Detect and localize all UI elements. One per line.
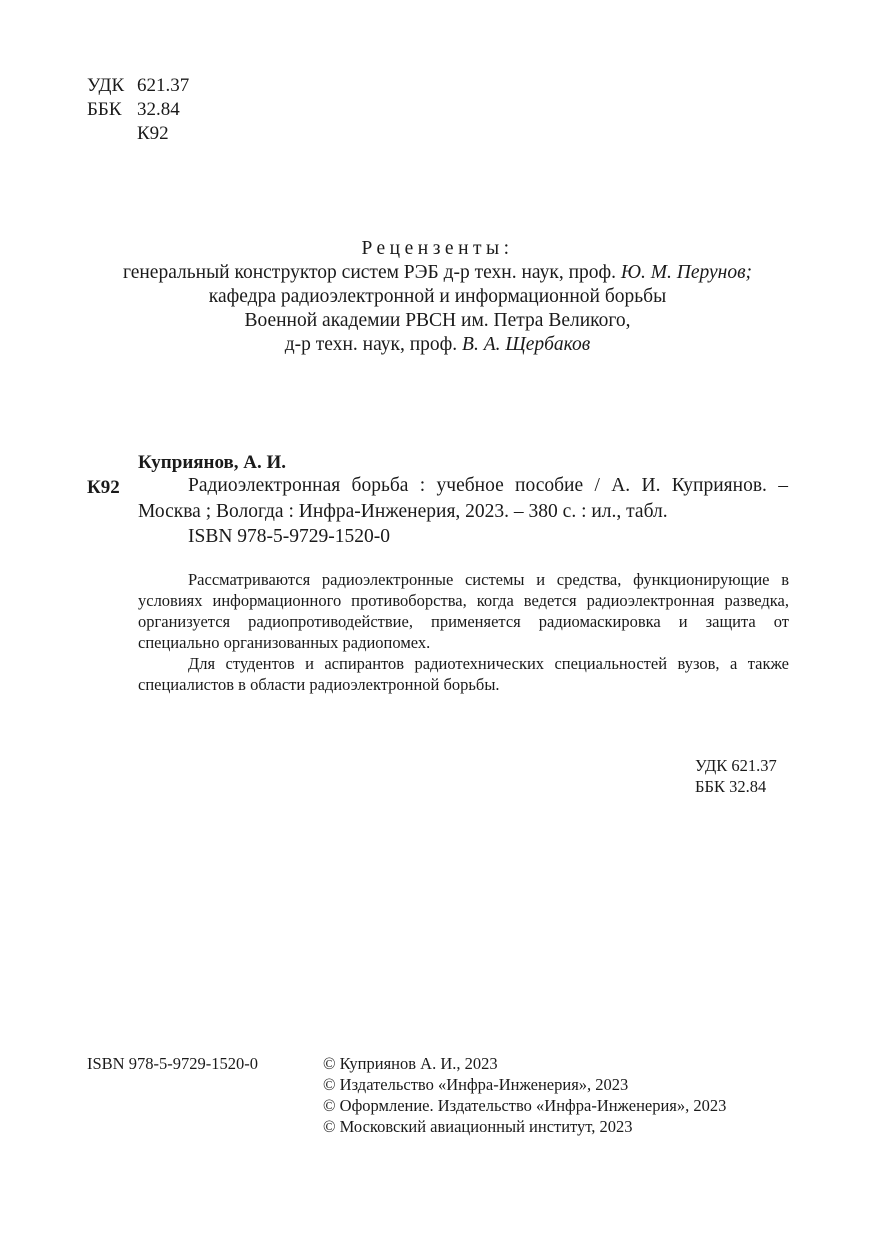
udk-label: УДК — [87, 75, 125, 96]
annotation — [138, 569, 789, 695]
reviewer-line-1: генеральный конструктор систем РЭБ д-р техн. наук, проф. Ю. М. Перунов; — [122, 262, 753, 283]
bbk-bottom: ББК 32.84 — [695, 777, 767, 796]
author-sign-bold: К92 — [87, 477, 120, 498]
udk-row — [87, 74, 189, 98]
udk-value: 621.37 — [137, 75, 190, 96]
reviewers-block — [0, 237, 875, 357]
annotation-paragraph-2: Для студентов и аспирантов радиотехнических специальностей вузов, а также специалистов в области радиоэлектронной борьбы. — [138, 654, 789, 694]
author-sign: К92 — [137, 123, 169, 144]
reviewer-line-3: Военной академии РВСН им. Петра Великого, — [244, 310, 631, 331]
classification-top — [87, 74, 189, 146]
annotation-paragraph-1: Рассматриваются радиоэлектронные системы и средства, функционирующие в условиях информационного противоборства, когда ведется радиоэлектронная разведка, организуется радиопротиводействие, применяется радиомаскировка и защита от специально организованных радиопомех. — [138, 570, 789, 652]
bbk-row — [87, 98, 189, 122]
bib-line-1: Радиоэлектронная борьба : учебное пособие / А. И. Куприянов. – — [188, 475, 788, 496]
reviewers-heading: Рецензенты: — [361, 238, 514, 259]
copyright-line: © Куприянов А. И., 2023 — [323, 1054, 498, 1073]
reviewer-line-2: кафедра радиоэлектронной и информационной борьбы — [208, 286, 667, 307]
footer-isbn: ISBN 978-5-9729-1520-0 — [87, 1054, 258, 1073]
bib-line-2: Москва ; Вологда : Инфра-Инженерия, 2023. – 380 с. : ил., табл. — [138, 501, 668, 522]
reviewer-name-1: Ю. М. Перунов; — [620, 262, 753, 283]
bbk-label: ББК — [87, 99, 122, 120]
author-sign-row — [87, 122, 189, 146]
reviewer-line-4: д-р техн. наук, проф. В. А. Щербаков — [284, 334, 591, 355]
bib-isbn: ISBN 978-5-9729-1520-0 — [188, 526, 391, 547]
bbk-value: 32.84 — [137, 99, 180, 120]
copyright-line: © Оформление. Издательство «Инфра-Инженерия», 2023 — [323, 1096, 727, 1115]
copyright-list — [323, 1053, 726, 1137]
book-author: Куприянов, А. И. — [138, 452, 287, 473]
copyright-line: © Московский авиационный институт, 2023 — [323, 1117, 633, 1136]
reviewer-name-2: В. А. Щербаков — [462, 334, 591, 355]
classification-bottom — [695, 755, 777, 797]
copyright-line: © Издательство «Инфра-Инженерия», 2023 — [323, 1075, 629, 1094]
udk-bottom: УДК 621.37 — [695, 756, 777, 775]
